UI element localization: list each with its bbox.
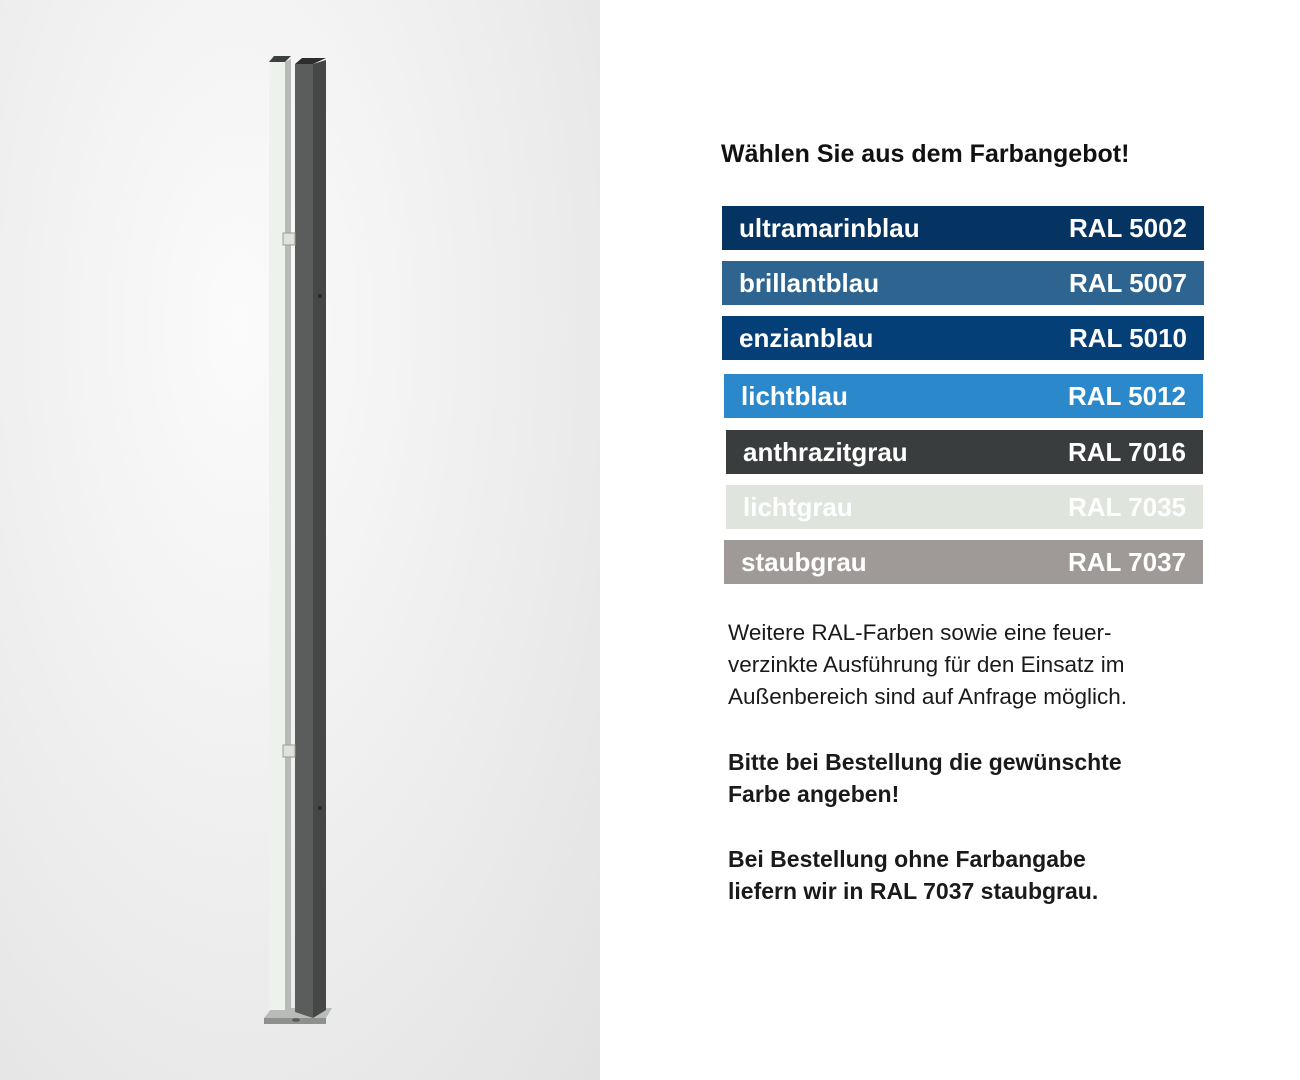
screw-hole-1 xyxy=(318,294,322,298)
color-option-brillantblau xyxy=(722,261,1204,305)
ral-code: RAL 7035 xyxy=(1067,491,1186,522)
note-line: Bei Bestellung ohne Farbangabe xyxy=(728,846,1086,872)
ral-code: RAL 7016 xyxy=(1067,436,1186,467)
note-line: Bitte bei Bestellung die gewünschte xyxy=(728,749,1122,775)
light-profile-side xyxy=(285,59,291,1012)
post-illustration xyxy=(0,0,600,1080)
color-option-staubgrau xyxy=(724,540,1203,584)
connector-lower xyxy=(283,745,295,757)
color-name: anthrazitgrau xyxy=(743,436,908,467)
note-line: Farbe angeben! xyxy=(728,781,900,807)
ral-code: RAL 5007 xyxy=(1068,267,1187,298)
ral-code: RAL 5010 xyxy=(1068,322,1187,353)
dark-profile-front xyxy=(295,64,313,1018)
dark-profile-side xyxy=(313,60,326,1018)
color-name: brillantblau xyxy=(739,267,880,298)
info-line: verzinkte Ausführung für den Einsatz im xyxy=(728,652,1125,677)
ral-code: RAL 7037 xyxy=(1067,546,1186,577)
info-paragraph xyxy=(728,617,1228,713)
color-option-lichtgrau xyxy=(726,485,1203,529)
screw-hole-2 xyxy=(318,806,322,810)
base-plate-hole xyxy=(292,1018,300,1022)
connector-upper xyxy=(283,233,295,245)
color-option-enzianblau xyxy=(722,316,1204,360)
ral-code: RAL 5002 xyxy=(1068,212,1187,243)
ral-code: RAL 5012 xyxy=(1067,380,1186,411)
info-line: Außenbereich sind auf Anfrage möglich. xyxy=(728,684,1127,709)
note-line: liefern wir in RAL 7037 staubgrau. xyxy=(728,878,1099,904)
color-name: lichtgrau xyxy=(743,491,853,522)
color-option-anthrazitgrau xyxy=(726,430,1203,474)
info-line: Weitere RAL-Farben sowie eine feuer- xyxy=(728,620,1112,645)
color-name: lichtblau xyxy=(741,380,848,411)
color-option-ultramarinblau xyxy=(722,206,1204,250)
color-name: enzianblau xyxy=(739,322,874,353)
color-name: staubgrau xyxy=(741,546,867,577)
default-color-note xyxy=(728,843,1228,907)
color-name: ultramarinblau xyxy=(739,212,920,243)
order-note xyxy=(728,746,1228,810)
product-image-panel xyxy=(0,0,600,1080)
light-profile-front xyxy=(269,62,285,1010)
color-option-lichtblau xyxy=(724,374,1203,418)
page-title: Wählen Sie aus dem Farbangebot! xyxy=(721,140,1130,168)
